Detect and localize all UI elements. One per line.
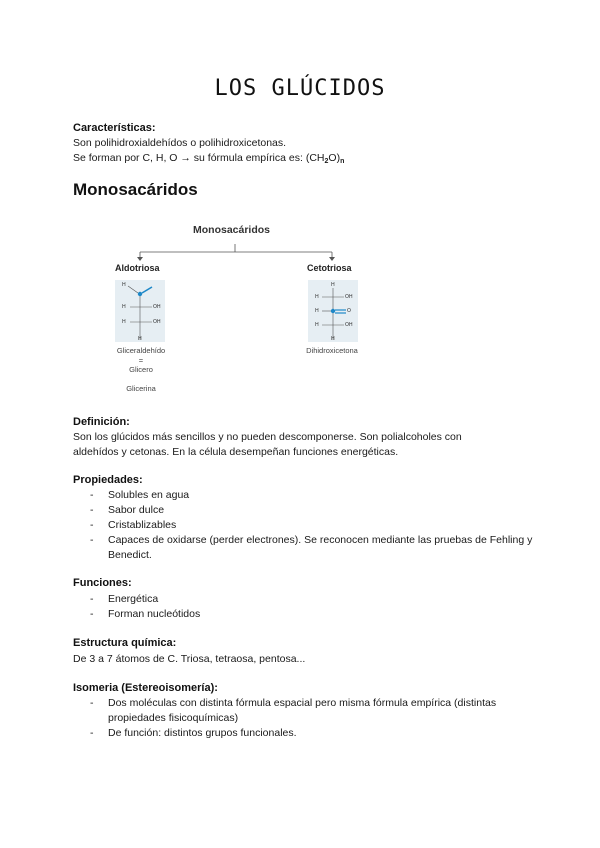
- atom-label: OH: [153, 319, 161, 325]
- estructura-text: De 3 a 7 átomos de C. Triosa, tetraosa, pentosa...: [73, 653, 306, 665]
- monosacaridos-heading: Monosacáridos: [73, 180, 198, 199]
- glicerina-caption: Glicerina: [126, 384, 156, 393]
- page-title: LOS GLÚCIDOS: [214, 76, 386, 101]
- isomeria-label: Isomeria (Estereoisomería):: [73, 682, 218, 694]
- atom-label: H: [331, 282, 335, 288]
- atom-label: H: [315, 322, 319, 328]
- list-item: - Capaces de oxidarse (perder electrones). Se reconocen mediante las pruebas de Fehling y Benedict.: [90, 534, 533, 561]
- definicion-line-2: aldehídos y cetonas. En la célula desempeñan funciones energéticas.: [73, 446, 399, 458]
- diagram-title: Monosacáridos: [193, 224, 271, 236]
- funciones-label: Funciones:: [73, 577, 132, 589]
- caracteristicas-line-1: Son polihidroxialdehídos o polihidroxicetonas.: [73, 137, 287, 149]
- isomeria-list: [73, 696, 533, 741]
- atom-label: H: [122, 319, 126, 325]
- definicion-line-1: Son los glúcidos más sencillos y no pueden descomponerse. Son polialcoholes con: [73, 431, 462, 443]
- caracteristicas-line-2: Se forman por C, H, O → su fórmula empírica es: $(CH_2O)_n$: [73, 152, 345, 165]
- left-arrow-icon: [137, 257, 143, 261]
- right-arrow-icon: [329, 257, 335, 261]
- atom-label: H: [138, 336, 142, 342]
- ketone-carbon-highlight: [331, 309, 335, 313]
- atom-label: OH: [345, 294, 353, 300]
- dihidroxicetona-caption: Dihidroxicetona: [306, 346, 358, 355]
- monosacaridos-diagram: [100, 218, 360, 398]
- atom-label: O: [347, 308, 351, 314]
- atom-label: H: [122, 282, 126, 288]
- propiedades-label: Propiedades:: [73, 474, 143, 486]
- aldotriosa-label: Aldotriosa: [115, 263, 160, 273]
- equals-caption: =: [138, 356, 144, 365]
- list-item: - Sabor dulce: [90, 504, 165, 516]
- list-item: - Cristablizables: [90, 519, 177, 531]
- propiedades-list: [73, 488, 533, 563]
- funciones-list: [73, 592, 533, 622]
- estructura-label: Estructura química:: [73, 637, 177, 649]
- gliceraldehido-caption: Gliceraldehído: [116, 346, 166, 355]
- caracteristicas-label: Características:: [73, 122, 156, 134]
- definicion-label: Definición:: [73, 416, 130, 428]
- aldehyde-carbon-highlight: [138, 292, 142, 296]
- list-item: - De función: distintos grupos funcionales.: [90, 727, 297, 739]
- atom-label: OH: [153, 304, 161, 310]
- list-item: - Energética: [90, 593, 159, 605]
- cetotriosa-label: Cetotriosa: [307, 263, 352, 273]
- glicero-caption: Glicero: [129, 365, 153, 374]
- atom-label: H: [331, 336, 335, 342]
- list-item: - Solubles en agua: [90, 489, 190, 501]
- atom-label: H: [315, 294, 319, 300]
- atom-label: H: [122, 304, 126, 310]
- atom-label: OH: [345, 322, 353, 328]
- atom-label: H: [315, 308, 319, 314]
- list-item: - Forman nucleótidos: [90, 608, 201, 620]
- list-item: - Dos moléculas con distinta fórmula espacial pero misma fórmula empírica (distintas propiedades fisicoquímicas): [90, 697, 497, 724]
